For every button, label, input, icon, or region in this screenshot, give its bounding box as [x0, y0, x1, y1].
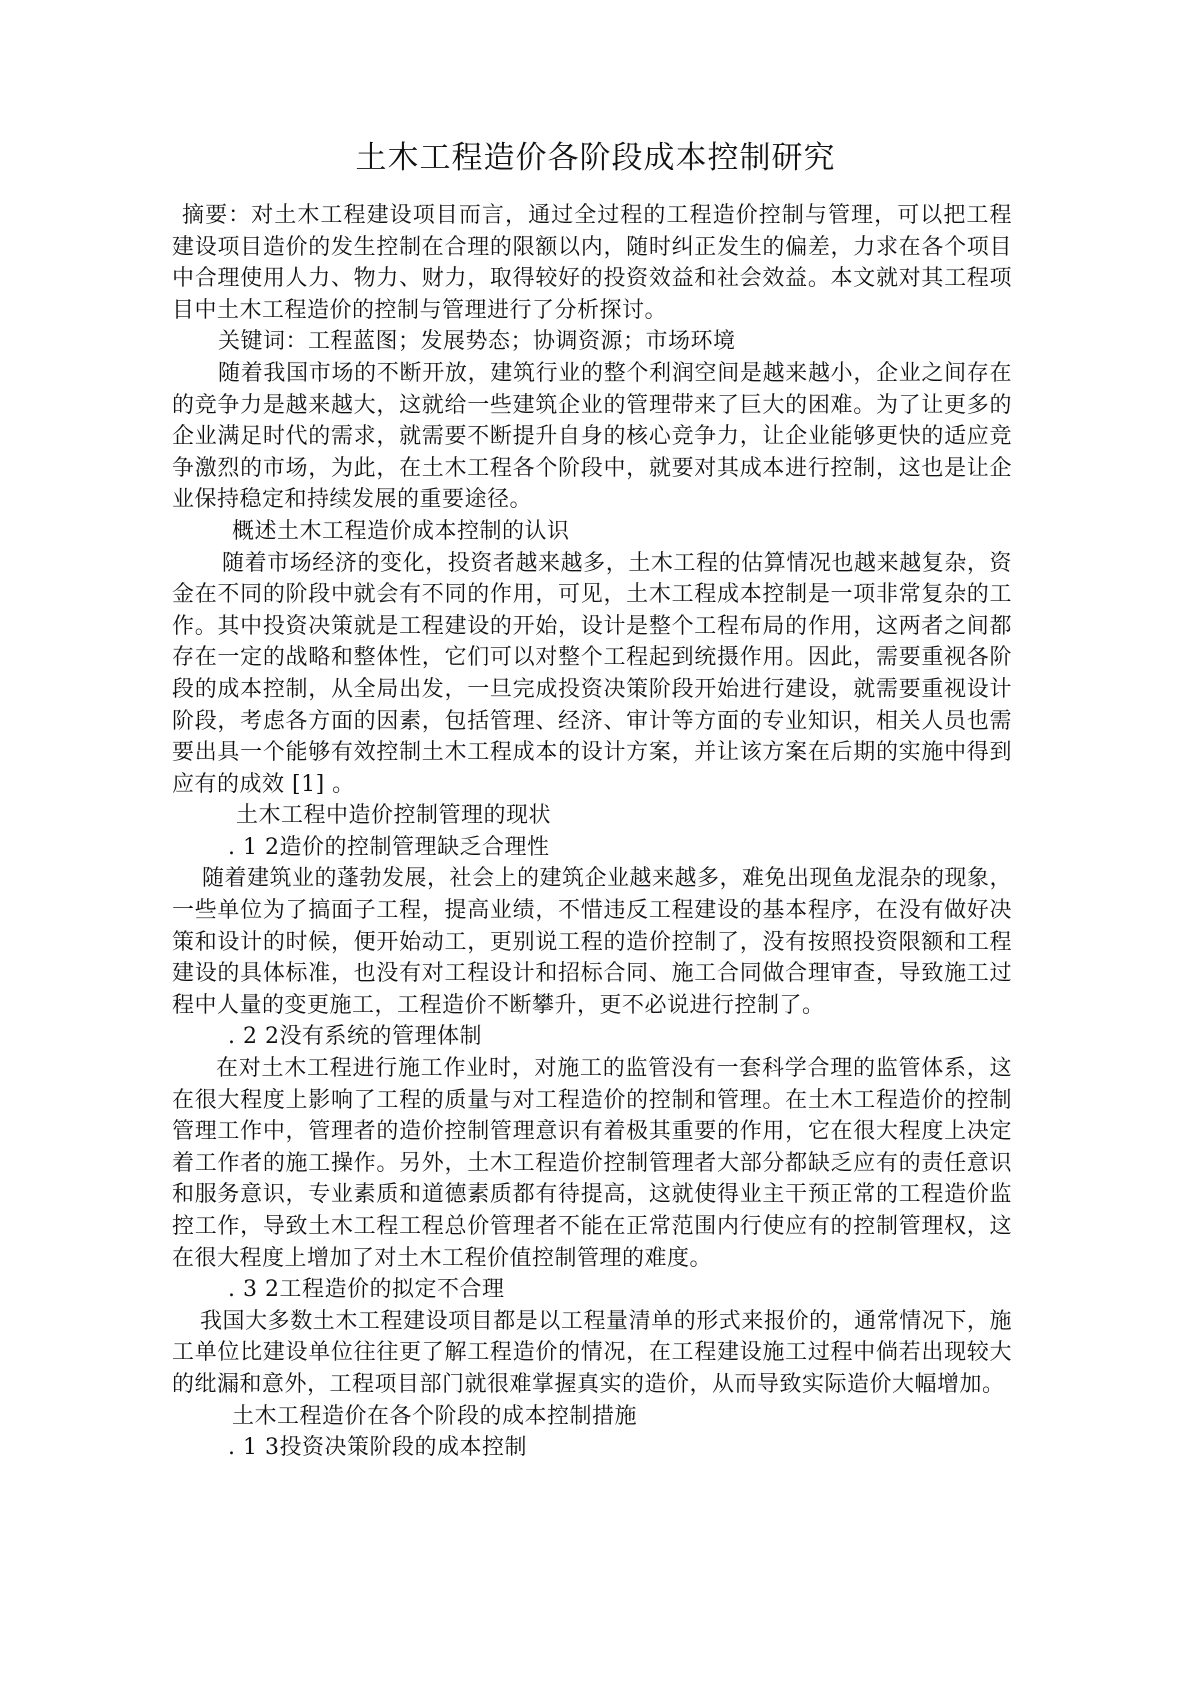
document-title: 土木工程造价各阶段成本控制研究	[355, 140, 836, 176]
intro-paragraph: 随着我国市场的不断开放，建筑行业的整个利润空间是越来越小，企业之间存在的竞争力是越来越大，这就给一些建筑企业的管理带来了巨大的困难。为了让更多的企业满足时代的需求，就需要不断提升自身的核心竞争力，让企业能够更快的适应竞争激烈的市场，为此，在土木工程各个阶段中，就要对其成本进行控制，这也是让企业保持稳定和持续发展的重要途径。	[172, 360, 1012, 513]
abstract-paragraph: 摘要：对土木工程建设项目而言，通过全过程的工程造价控制与管理，可以把工程建设项目造价的发生控制在合理的限额以内，随时纠正发生的偏差，力求在各个项目中合理使用人力、物力、财力，取得较好的投资效益和社会效益。本文就对其工程项目中土木工程造价的控制与管理进行了分析探讨。	[172, 203, 1012, 323]
section-2-1-paragraph: 随着建筑业的蓬勃发展，社会上的建筑企业越来越多，难免出现鱼龙混杂的现象，一些单位为了搞面子工程，提高业绩，不惜违反工程建设的基本程序，在没有做好决策和设计的时候，便开始动工，更别说工程的造价控制了，没有按照投资限额和工程建设的具体标准，也没有对工程设计和招标合同、施工合同做合理审查，导致施工过程中人量的变更施工，工程造价不断攀升，更不必说进行控制了。	[172, 866, 1013, 1018]
section-2-3-heading: . 3 2工程造价的拟定不合理	[228, 1277, 505, 1303]
section-2-2-paragraph: 在对土木工程进行施工作业时，对施工的监管没有一套科学合理的监管体系，这在很大程度上影响了工程的质量与对工程造价的控制和管理。在土木工程造价的控制管理工作中，管理者的造价控制管理意识有着极其重要的作用，它在很大程度上决定着工作者的施工操作。另外，土木工程造价控制管理者大部分都缺乏应有的责任意识和服务意识，专业素质和道德素质都有待提高，这就使得业主干预正常的工程造价监控工作，导致土木工程工程总价管理者不能在正常范围内行使应有的控制管理权，这在很大程度上增加了对土木工程价值控制管理的难度。	[172, 1056, 1012, 1271]
section-2-1-heading: . 1 2造价的控制管理缺乏合理性	[228, 834, 550, 860]
section-1-paragraph: 随着市场经济的变化，投资者越来越多，土木工程的估算情况也越来越复杂，资金在不同的阶段中就会有不同的作用，可见，土木工程成本控制是一项非常复杂的工作。其中投资决策就是工程建设的开始，设计是整个工程布局的作用，这两者之间都存在一定的战略和整体性，它们可以对整个工程起到统摄作用。因此，需要重视各阶段的成本控制，从全局出发，一旦完成投资决策阶段开始进行建设，就需要重视设计阶段，考虑各方面的因素，包括管理、经济、审计等方面的专业知识，相关人员也需要出具一个能够有效控制土木工程成本的设计方案，并让该方案在后期的实施中得到应有的成效 [1] 。	[172, 550, 1012, 797]
document-body	[172, 200, 1012, 1464]
section-1-heading: 概述土木工程造价成本控制的认识	[232, 518, 570, 544]
section-3-heading: 土木工程造价在各个阶段的成本控制措施	[232, 1403, 638, 1429]
section-2-3-paragraph: 我国大多数土木工程建设项目都是以工程量清单的形式来报价的，通常情况下，施工单位比建设单位往往更了解工程造价的情况，在工程建设施工过程中倘若出现较大的纰漏和意外，工程项目部门就很难掌握真实的造价，从而导致实际造价大幅增加。	[172, 1308, 1012, 1397]
section-3-1-heading: . 1 3投资决策阶段的成本控制	[228, 1435, 527, 1461]
keywords-line: 关键词：工程蓝图；发展势态；协调资源；市场环境	[218, 329, 736, 355]
section-2-heading: 土木工程中造价控制管理的现状	[236, 803, 552, 829]
section-2-2-heading: . 2 2没有系统的管理体制	[228, 1024, 482, 1050]
